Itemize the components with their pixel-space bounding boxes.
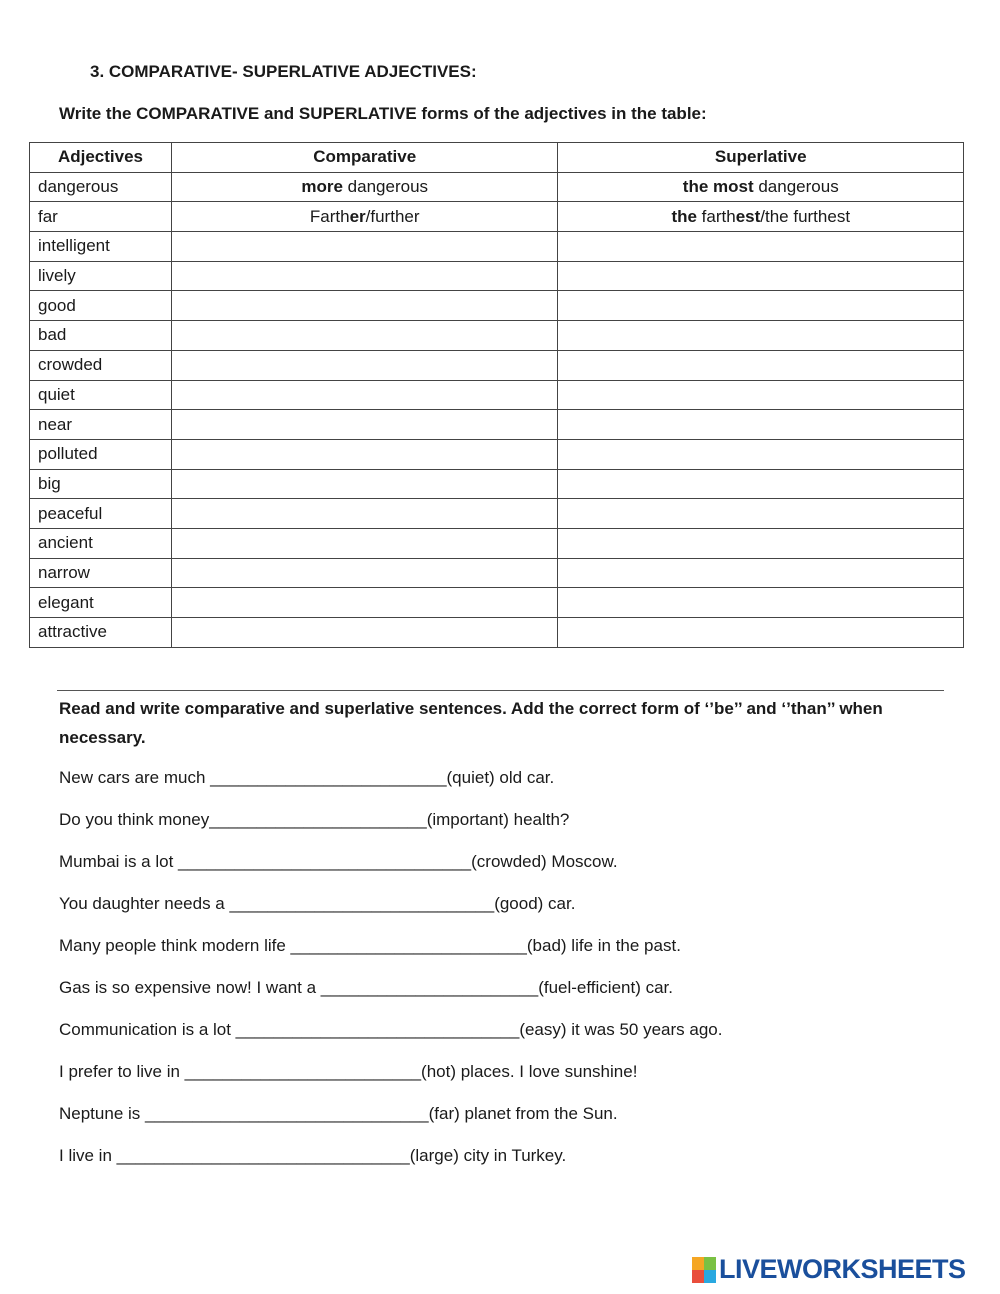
- comparative-answer-cell[interactable]: [171, 380, 558, 410]
- comparative-cell: more dangerous: [171, 172, 558, 202]
- comparative-answer-cell[interactable]: [171, 261, 558, 291]
- superlative-cell: the farthest/the furthest: [558, 202, 964, 232]
- sentence-item: New cars are much _________________________(quiet) old car.: [59, 768, 555, 787]
- sentences-instruction: Read and write comparative and superlative sentences. Add the correct form of ‘’be’’ and ‘’than’’ when necessary.: [59, 699, 883, 747]
- superlative-answer-cell[interactable]: [558, 469, 964, 499]
- superlative-answer-cell[interactable]: [558, 439, 964, 469]
- adjective-cell: peaceful: [30, 499, 172, 529]
- adjective-cell: far: [30, 202, 172, 232]
- comparative-answer-cell[interactable]: [171, 439, 558, 469]
- logo-squares-icon: [692, 1257, 716, 1283]
- table-row: [30, 350, 964, 380]
- superlative-answer-cell[interactable]: [558, 261, 964, 291]
- table-row: [30, 261, 964, 291]
- comparative-answer-cell[interactable]: [171, 558, 558, 588]
- superlative-cell: the most dangerous: [558, 172, 964, 202]
- header-superlative: Superlative: [558, 143, 964, 173]
- table-row: [30, 588, 964, 618]
- table-row: [30, 469, 964, 499]
- comparative-answer-cell[interactable]: [171, 291, 558, 321]
- comparative-answer-cell[interactable]: [171, 588, 558, 618]
- logo-square: [692, 1270, 704, 1283]
- superlative-answer-cell[interactable]: [558, 321, 964, 351]
- logo-text: LIVEWORKSHEETS: [719, 1254, 966, 1284]
- sentence-item: I live in _______________________________(large) city in Turkey.: [59, 1146, 567, 1165]
- comparative-answer-cell[interactable]: [171, 232, 558, 262]
- adjective-cell: narrow: [30, 558, 172, 588]
- adjective-cell: lively: [30, 261, 172, 291]
- comparative-answer-cell[interactable]: [171, 618, 558, 648]
- comparative-answer-cell[interactable]: [171, 410, 558, 440]
- sentence-item: You daughter needs a ____________________________(good) car.: [59, 894, 576, 913]
- adjective-cell: elegant: [30, 588, 172, 618]
- sentence-item: Neptune is ______________________________(far) planet from the Sun.: [59, 1104, 618, 1123]
- table-row: [30, 558, 964, 588]
- header-adjectives: Adjectives: [30, 143, 172, 173]
- table-row: [30, 202, 964, 232]
- liveworksheets-logo: [692, 1254, 966, 1285]
- sentence-item: I prefer to live in _________________________(hot) places. I love sunshine!: [59, 1062, 638, 1081]
- adjective-cell: near: [30, 410, 172, 440]
- adjective-cell: dangerous: [30, 172, 172, 202]
- table-header-row: [30, 143, 964, 173]
- superlative-answer-cell[interactable]: [558, 499, 964, 529]
- table-row: [30, 291, 964, 321]
- superlative-answer-cell[interactable]: [558, 291, 964, 321]
- logo-square: [704, 1257, 716, 1270]
- comparative-answer-cell[interactable]: [171, 350, 558, 380]
- sentence-list: [59, 764, 722, 1184]
- comparative-answer-cell[interactable]: [171, 499, 558, 529]
- superlative-answer-cell[interactable]: [558, 618, 964, 648]
- sentence-item: Mumbai is a lot _______________________________(crowded) Moscow.: [59, 852, 618, 871]
- adjective-cell: quiet: [30, 380, 172, 410]
- section-heading: 3. COMPARATIVE- SUPERLATIVE ADJECTIVES:: [90, 62, 477, 81]
- adjective-cell: ancient: [30, 528, 172, 558]
- table-row: [30, 499, 964, 529]
- comparative-answer-cell[interactable]: [171, 469, 558, 499]
- superlative-answer-cell[interactable]: [558, 350, 964, 380]
- comparative-answer-cell[interactable]: [171, 321, 558, 351]
- comparative-cell: Farther/further: [171, 202, 558, 232]
- superlative-answer-cell[interactable]: [558, 410, 964, 440]
- logo-square: [704, 1270, 716, 1283]
- sentence-item: Do you think money_______________________(important) health?: [59, 810, 570, 829]
- superlative-answer-cell[interactable]: [558, 558, 964, 588]
- adjective-cell: crowded: [30, 350, 172, 380]
- table-row: [30, 618, 964, 648]
- superlative-answer-cell[interactable]: [558, 232, 964, 262]
- adjective-cell: good: [30, 291, 172, 321]
- adjective-cell: bad: [30, 321, 172, 351]
- comparative-answer-cell[interactable]: [171, 528, 558, 558]
- superlative-answer-cell[interactable]: [558, 528, 964, 558]
- header-comparative: Comparative: [171, 143, 558, 173]
- adjectives-table: [29, 142, 964, 648]
- superlative-answer-cell[interactable]: [558, 588, 964, 618]
- table-row: [30, 528, 964, 558]
- sentence-item: Communication is a lot ______________________________(easy) it was 50 years ago.: [59, 1020, 723, 1039]
- sentence-item: Many people think modern life _________________________(bad) life in the past.: [59, 936, 681, 955]
- table-row: [30, 321, 964, 351]
- table-row: [30, 232, 964, 262]
- table-instruction: Write the COMPARATIVE and SUPERLATIVE forms of the adjectives in the table:: [59, 104, 707, 123]
- table-row: [30, 410, 964, 440]
- table-row: [30, 439, 964, 469]
- superlative-answer-cell[interactable]: [558, 380, 964, 410]
- adjective-cell: polluted: [30, 439, 172, 469]
- adjective-cell: big: [30, 469, 172, 499]
- section-divider: [57, 690, 944, 691]
- table-row: [30, 380, 964, 410]
- logo-square: [692, 1257, 704, 1270]
- table-row: [30, 172, 964, 202]
- adjective-cell: attractive: [30, 618, 172, 648]
- adjective-cell: intelligent: [30, 232, 172, 262]
- sentence-item: Gas is so expensive now! I want a _______________________(fuel-efficient) car.: [59, 978, 673, 997]
